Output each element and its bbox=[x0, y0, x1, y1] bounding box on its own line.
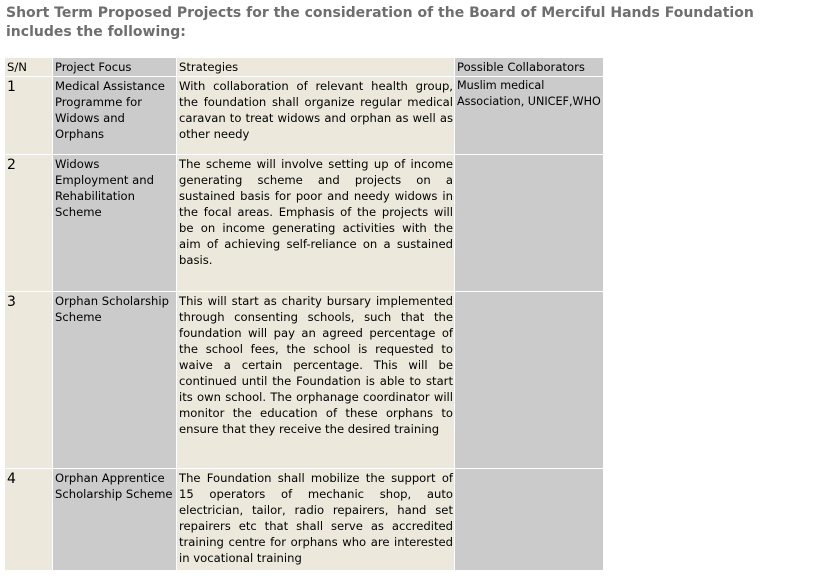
header-sn: S/N bbox=[5, 58, 53, 77]
row-collaborators: Muslim medical Association, UNICEF,WHO bbox=[455, 77, 604, 155]
table-header-row bbox=[5, 58, 604, 77]
table-row bbox=[5, 77, 604, 155]
row-project-focus: Orphan Scholarship Scheme bbox=[53, 292, 177, 469]
row-collaborators bbox=[455, 469, 604, 571]
row-sn: 2 bbox=[5, 155, 53, 292]
row-project-focus: Widows Employment and Rehabilitation Scheme bbox=[53, 155, 177, 292]
row-sn: 1 bbox=[5, 77, 53, 155]
row-sn: 3 bbox=[5, 292, 53, 469]
table-row bbox=[5, 292, 604, 469]
header-project-focus: Project Focus bbox=[53, 58, 177, 77]
table-row bbox=[5, 155, 604, 292]
row-strategies: The Foundation shall mobilize the support of 15 operators of mechanic shop, auto electrician, tailor, radio repairers, hand set repairers etc that shall serve as accredited training centre for orphans who are interested in vocational training bbox=[177, 469, 455, 571]
row-collaborators bbox=[455, 292, 604, 469]
table-row bbox=[5, 469, 604, 571]
row-project-focus: Medical Assistance Programme for Widows and Orphans bbox=[53, 77, 177, 155]
row-strategies: This will start as charity bursary implemented through consenting schools, such that the foundation will pay an agreed percentage of the school fees, the school is requested to waive a certain percentage. This will be continued until the Foundation is able to start its own school. The orphanage coordinator will monitor the education of these orphans to ensure that they receive the desired training bbox=[177, 292, 455, 469]
header-strategies: Strategies bbox=[177, 58, 455, 77]
header-possible-collaborators: Possible Collaborators bbox=[455, 58, 604, 77]
row-project-focus: Orphan Apprentice Scholarship Scheme bbox=[53, 469, 177, 571]
row-sn: 4 bbox=[5, 469, 53, 571]
projects-table bbox=[4, 57, 604, 571]
page-heading: Short Term Proposed Projects for the consideration of the Board of Merciful Hands Foundation includes the following: bbox=[6, 5, 754, 40]
row-strategies: With collaboration of relevant health group, the foundation shall organize regular medical caravan to treat widows and orphan as well as other needy bbox=[177, 77, 455, 155]
row-collaborators bbox=[455, 155, 604, 292]
row-strategies: The scheme will involve setting up of income generating scheme and projects on a sustained basis for poor and needy widows in the focal areas. Emphasis of the projects will be on income generating activities with the aim of achieving self-reliance on a sustained basis. bbox=[177, 155, 455, 292]
